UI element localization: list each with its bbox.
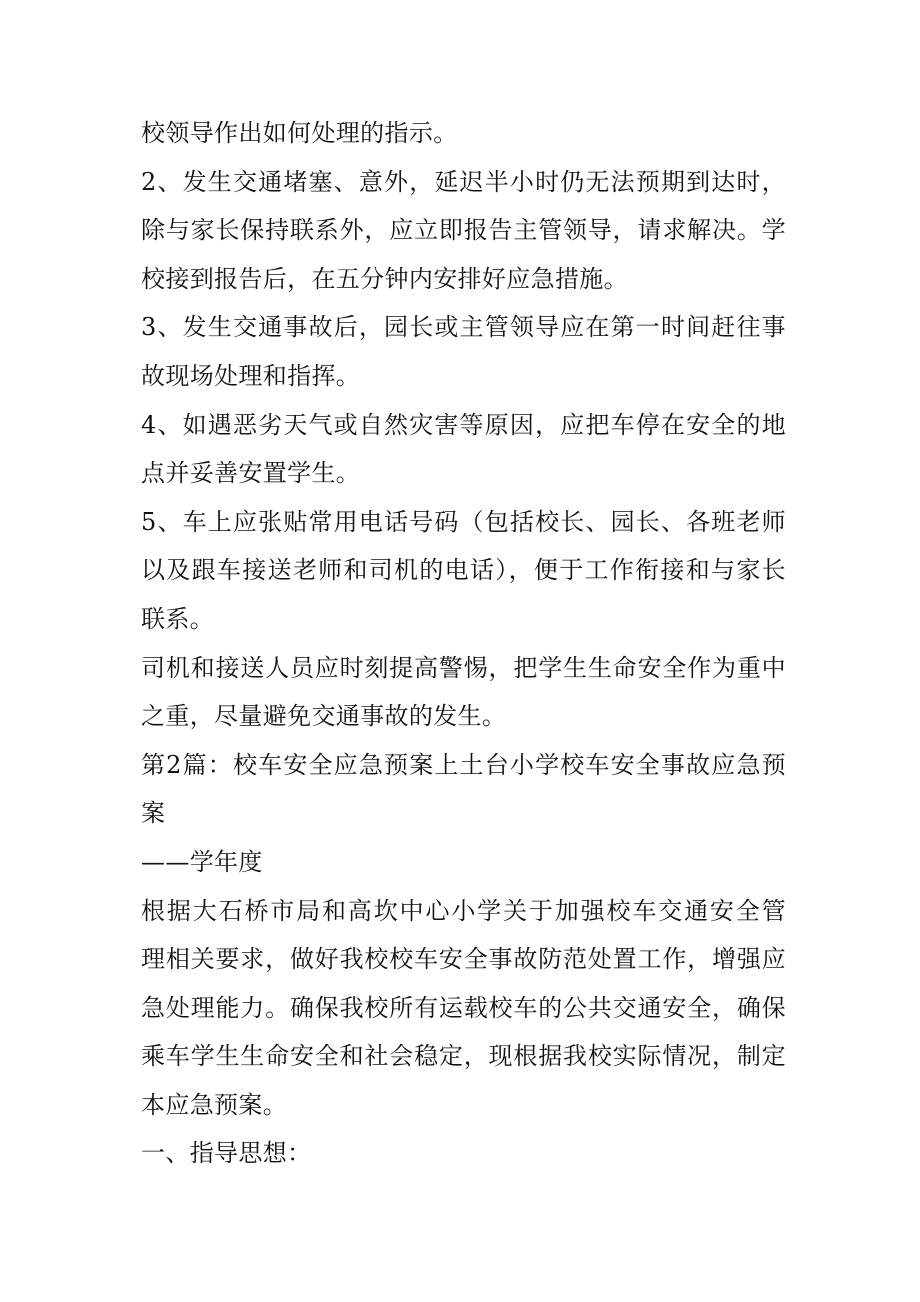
- text-line: 本应急预案。: [141, 1090, 288, 1119]
- text-line: 5、车上应张贴常用电话号码（包括校长、园长、各班老师: [141, 507, 786, 536]
- text-line: 司机和接送人员应时刻提高警惕，把学生生命安全作为重中: [141, 653, 786, 682]
- text-line: 3、发生交通事故后，园长或主管领导应在第一时间赶往事: [141, 313, 786, 342]
- section-heading-line: 案: [141, 799, 166, 828]
- text-line: 根据大石桥市局和高坎中心小学关于加强校车交通安全管: [141, 896, 786, 925]
- text-line: 以及跟车接送老师和司机的电话），便于工作衔接和与家长: [141, 556, 786, 585]
- text-line: 故现场处理和指挥。: [141, 361, 361, 390]
- text-line: 校领导作出如何处理的指示。: [141, 119, 458, 147]
- text-line: 2、发生交通堵塞、意外，延迟半小时仍无法预期到达时，: [141, 167, 786, 196]
- text-line: 理相关要求，做好我校校车安全事故防范处置工作，增强应: [141, 945, 786, 974]
- document-body: [141, 109, 786, 1178]
- text-line: 急处理能力。确保我校所有运载校车的公共交通安全，确保: [141, 993, 786, 1022]
- text-line: 之重，尽量避免交通事故的发生。: [141, 702, 507, 731]
- text-line: 联系。: [141, 604, 215, 633]
- text-line: 4、如遇恶劣天气或自然灾害等原因，应把车停在安全的地: [141, 410, 786, 439]
- text-line: 校接到报告后，在五分钟内安排好应急措施。: [141, 264, 628, 293]
- text-line: 除与家长保持联系外，应立即报告主管领导，请求解决。学: [141, 216, 786, 245]
- section-heading-line: 第2篇：校车安全应急预案上土台小学校车安全事故应急预: [141, 750, 786, 779]
- subheading-line: 一、指导思想：: [141, 1139, 312, 1168]
- text-line: 点并妥善安置学生。: [141, 459, 361, 488]
- text-line: ——学年度: [141, 847, 263, 876]
- text-line: 乘车学生生命安全和社会稳定，现根据我校实际情况，制定: [141, 1042, 786, 1071]
